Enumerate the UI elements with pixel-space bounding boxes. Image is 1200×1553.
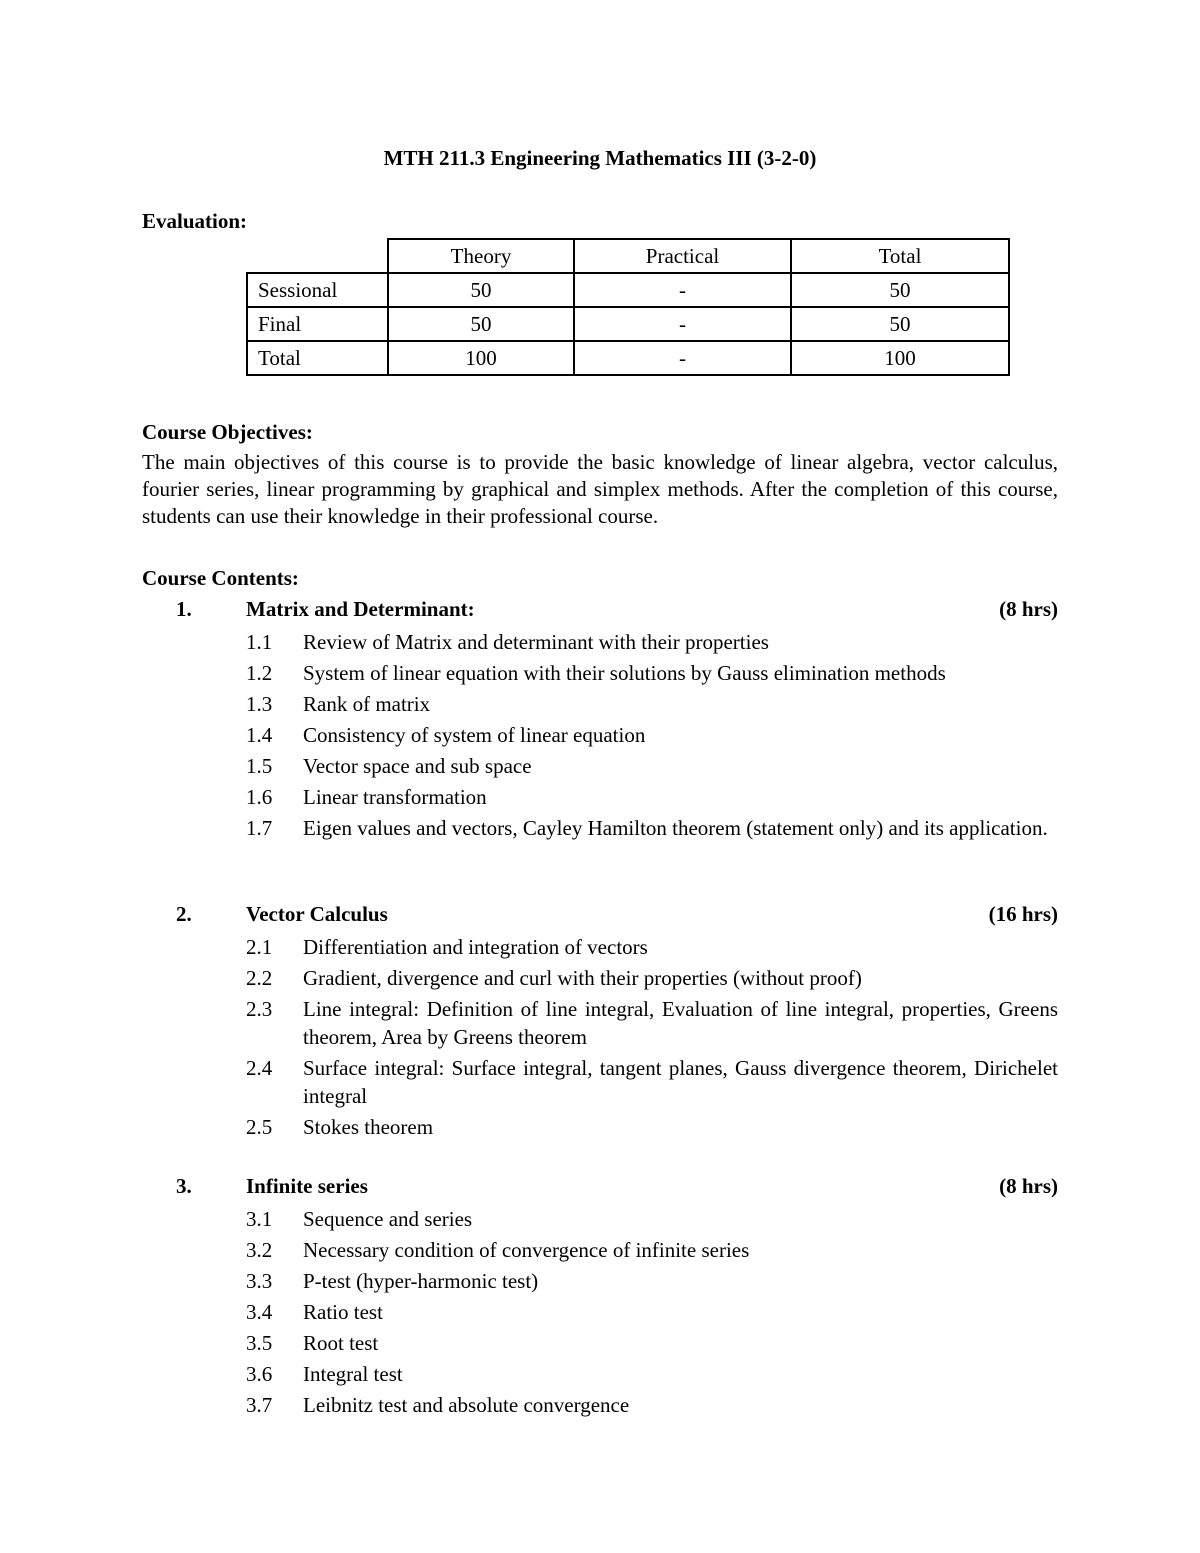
unit-number: 2.	[176, 902, 192, 926]
row-label: Total	[247, 341, 388, 375]
unit-header	[142, 597, 1058, 625]
topic-number: 3.3	[246, 1269, 273, 1293]
topic-number: 3.4	[246, 1300, 273, 1324]
unit-title: Infinite series	[246, 1174, 368, 1198]
column-header: Theory	[388, 239, 574, 273]
row-label: Sessional	[247, 273, 388, 307]
course-unit	[142, 597, 1058, 842]
table-cell: -	[574, 273, 791, 307]
evaluation-heading: Evaluation:	[142, 209, 248, 233]
topic-text: P-test (hyper-harmonic test)	[303, 1269, 539, 1293]
topic-item	[142, 1113, 1058, 1141]
topic-item	[142, 814, 1058, 842]
column-header: Total	[791, 239, 1009, 273]
topic-item	[142, 752, 1058, 780]
table-cell: -	[574, 307, 791, 341]
topic-text: Review of Matrix and determinant with their properties	[303, 630, 769, 654]
topic-number: 1.4	[246, 723, 273, 747]
topic-number: 3.1	[246, 1207, 273, 1231]
unit-number: 1.	[176, 597, 192, 621]
table-cell: 50	[791, 307, 1009, 341]
topic-item	[142, 1236, 1058, 1264]
topic-number: 1.3	[246, 692, 273, 716]
topic-text: Ratio test	[303, 1300, 383, 1324]
topic-number: 2.2	[246, 966, 273, 990]
topic-number: 2.4	[246, 1056, 273, 1080]
course-unit	[142, 1174, 1058, 1419]
unit-hours: (16 hrs)	[988, 902, 1058, 926]
topic-number: 2.1	[246, 935, 273, 959]
topic-item	[142, 659, 1058, 687]
topic-text: Differentiation and integration of vectors	[303, 935, 648, 959]
topic-item	[142, 1298, 1058, 1326]
contents-heading: Course Contents:	[142, 566, 299, 590]
topic-number: 3.7	[246, 1393, 273, 1417]
topic-number: 1.5	[246, 754, 273, 778]
topic-item	[142, 690, 1058, 718]
topic-item	[142, 1391, 1058, 1419]
topic-item	[142, 933, 1058, 961]
column-header: Practical	[574, 239, 791, 273]
unit-header	[142, 902, 1058, 930]
table-row	[247, 307, 1009, 341]
evaluation-table	[246, 238, 1010, 376]
unit-number: 3.	[176, 1174, 192, 1198]
table-corner-cell	[247, 239, 388, 273]
table-header-row	[247, 239, 1009, 273]
topic-number: 2.5	[246, 1115, 273, 1139]
topic-text: Root test	[303, 1331, 379, 1355]
topic-item	[142, 1329, 1058, 1357]
topic-text: Vector space and sub space	[303, 754, 532, 778]
topic-item	[142, 1360, 1058, 1388]
table-cell: 50	[388, 273, 574, 307]
topic-text: Gradient, divergence and curl with their properties (without proof)	[303, 966, 862, 990]
table-cell: 50	[388, 307, 574, 341]
topic-number: 3.6	[246, 1362, 273, 1386]
topic-text: Rank of matrix	[303, 692, 431, 716]
table-row	[247, 341, 1009, 375]
topic-text: Sequence and series	[303, 1207, 473, 1231]
unit-hours: (8 hrs)	[999, 597, 1058, 621]
table-cell: 50	[791, 273, 1009, 307]
topic-number: 2.3	[246, 997, 273, 1021]
table-cell: 100	[791, 341, 1009, 375]
unit-title: Matrix and Determinant:	[246, 597, 475, 621]
page-title: MTH 211.3 Engineering Mathematics III (3-2-0)	[383, 146, 817, 170]
topic-number: 1.6	[246, 785, 273, 809]
course-unit	[142, 902, 1058, 1141]
topic-item	[142, 1054, 1058, 1110]
topic-item	[142, 628, 1058, 656]
topic-text: Stokes theorem	[303, 1115, 434, 1139]
topic-number: 1.2	[246, 661, 273, 685]
topic-item	[142, 964, 1058, 992]
table-row	[247, 273, 1009, 307]
topic-item	[142, 783, 1058, 811]
topic-text: Leibnitz test and absolute convergence	[303, 1393, 630, 1417]
topic-number: 1.1	[246, 630, 273, 654]
topic-item	[142, 1205, 1058, 1233]
topic-text: Linear transformation	[303, 785, 487, 809]
unit-hours: (8 hrs)	[999, 1174, 1058, 1198]
topic-item	[142, 1267, 1058, 1295]
unit-header	[142, 1174, 1058, 1202]
topic-text: Surface integral: Surface integral, tangent planes, Gauss divergence theorem, Dirichelet integral	[303, 1056, 1058, 1108]
topic-text: Consistency of system of linear equation	[303, 723, 646, 747]
unit-title: Vector Calculus	[246, 902, 388, 926]
table-cell: -	[574, 341, 791, 375]
topic-number: 3.2	[246, 1238, 273, 1262]
topic-number: 3.5	[246, 1331, 273, 1355]
objectives-heading: Course Objectives:	[142, 420, 313, 444]
topic-text: System of linear equation with their solutions by Gauss elimination methods	[303, 661, 946, 685]
topic-item	[142, 995, 1058, 1051]
objectives-paragraph: The main objectives of this course is to provide the basic knowledge of linear algebra, vector calculus, fourier series, linear programming by graphical and simplex methods. After the completion of this course, students can use their knowledge in their professional course.	[142, 450, 1058, 528]
topic-text: Integral test	[303, 1362, 403, 1386]
topic-text: Necessary condition of convergence of infinite series	[303, 1238, 750, 1262]
topic-text: Eigen values and vectors, Cayley Hamilton theorem (statement only) and its application.	[303, 816, 1048, 840]
topic-item	[142, 721, 1058, 749]
row-label: Final	[247, 307, 388, 341]
topic-text: Line integral: Definition of line integral, Evaluation of line integral, properties, Greens theorem, Area by Greens theorem	[303, 997, 1058, 1049]
table-cell: 100	[388, 341, 574, 375]
topic-number: 1.7	[246, 816, 273, 840]
